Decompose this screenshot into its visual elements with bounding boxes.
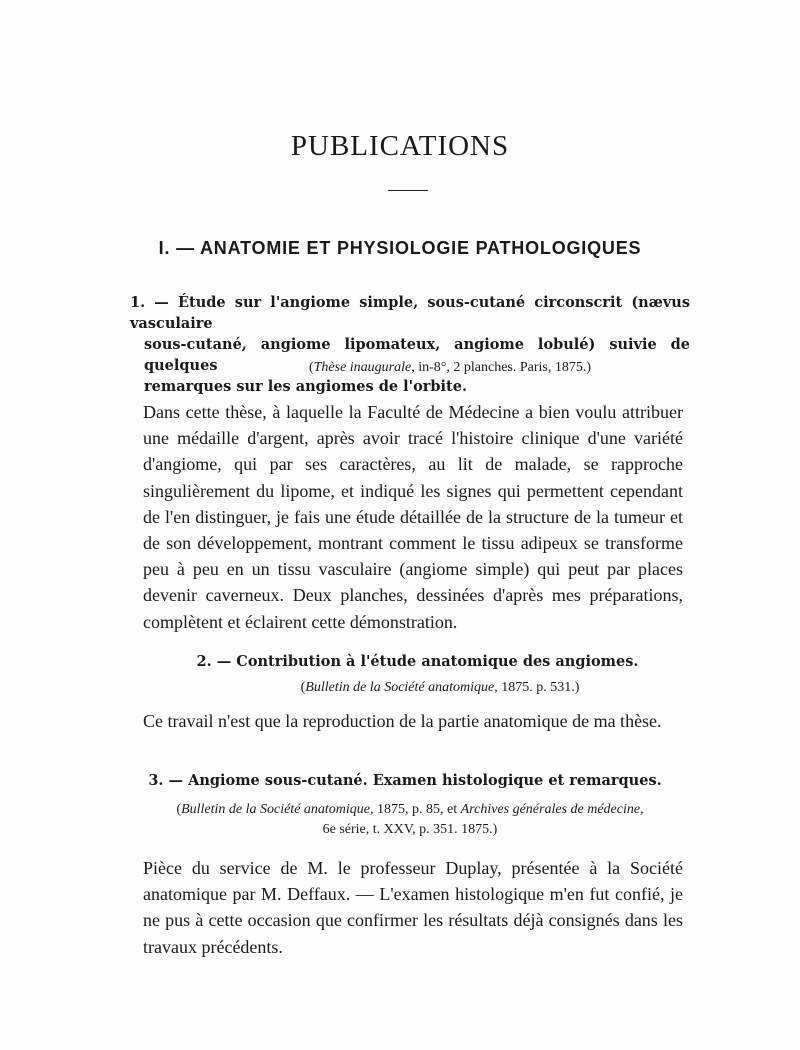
entry-2-body: Ce travail n'est que la reproduction de la partie anatomique de ma thèse. — [143, 711, 662, 731]
entry-1-title — [130, 292, 690, 397]
entry-1-citation: (Thèse inaugurale, in-8°, 2 planches. Paris, 1875.) — [308, 360, 592, 375]
entry-1-number: 1. — — [130, 294, 169, 311]
entry-3-title — [0, 770, 800, 791]
entry-3-number: 3. — — [148, 772, 184, 789]
entry-2-citation: (Bulletin de la Société anatomique, 1875. p. 531.) — [300, 680, 580, 695]
entry-3-citation-source-1: Bulletin de la Société anatomique — [181, 802, 371, 817]
entry-1-citation-source: Thèse inaugurale — [313, 360, 412, 375]
entry-3-body: Pièce du service de M. le professeur Duplay, présentée à la Société anatomique par M. Deffaux. — L'examen histologique m'en fut confié, je ne pus à cette occasion que confirmer les résultats déjà consignés dans les travaux précédents. — [143, 858, 683, 957]
entry-2-title-text: Contribution à l'étude anatomique des angiomes. — [236, 653, 639, 670]
entry-2-number: 2. — — [196, 653, 232, 670]
section-heading: I. — ANATOMIE ET PHYSIOLOGIE PATHOLOGIQUES — [158, 238, 642, 258]
entry-1-title-line2: sous-cutané, angiome lipomateux, angiome lobulé) suivie de quelques — [144, 336, 690, 374]
title-divider — [388, 190, 428, 191]
page-title: PUBLICATIONS — [290, 130, 510, 162]
entry-3-title-text: Angiome sous-cutané. Examen histologique et remarques. — [188, 772, 662, 789]
entry-1-title-line3: remarques sur les angiomes de l'orbite. — [144, 378, 468, 395]
entry-3-citation-line2: 6e série, t. XXV, p. 351. 1875.) — [322, 822, 498, 837]
entry-1-body: Dans cette thèse, à laquelle la Faculté de Médecine a bien voulu attribuer une médaille d'argent, après avoir tracé l'histoire clinique d'une variété d'angiome, qui par ses caractères, au lit de malade, se rapproche singulièrement du lipome, et indiqué les signes qui permettent cependant de l'en distinguer, je fais une étude détaillée de la structure de la tumeur et de son développement, montrant comment le tissu adipeux se transforme peu à peu en un tissu vasculaire (angiome simple) qui peut par places devenir caverneux. Deux planches, dessinées d'après mes préparations, complètent et éclairent cette démonstration. — [143, 402, 683, 632]
entry-1-title-line1: Étude sur l'angiome simple, sous-cutané circonscrit (nævus vasculaire — [130, 294, 690, 332]
entry-2-citation-source: Bulletin de la Société anatomique — [305, 680, 495, 695]
entry-3-citation: (Bulletin de la Société anatomique, 1875, p. 85, et Archives générales de médecine, 6e série, t. XXV, p. 351. 1875.) — [176, 802, 644, 837]
entry-3-citation-source-2: Archives générales de médecine — [460, 802, 641, 817]
entry-2-title — [0, 651, 800, 672]
